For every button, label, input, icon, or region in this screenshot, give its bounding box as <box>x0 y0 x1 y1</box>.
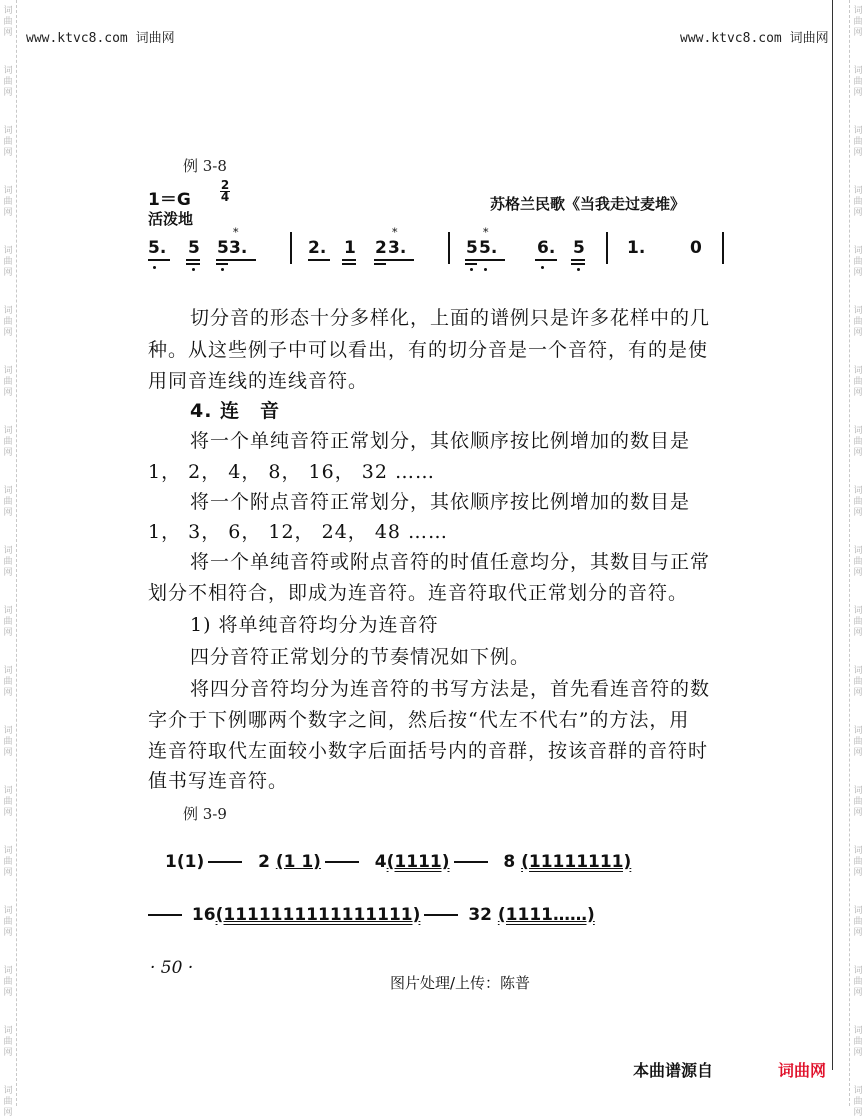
side-watermark-text: 词 曲 网 <box>3 186 13 218</box>
low-octave-dot <box>221 268 224 271</box>
bar-line <box>606 232 608 264</box>
side-watermark-text: 词 曲 网 <box>853 786 863 818</box>
paragraph-line: 将一个单纯音符或附点音符的时值任意均分，其数目与正常 <box>190 551 711 573</box>
tuplet-row-1: 1(1) 2 (1 1) 4(1111) 8 (11111111) <box>165 852 632 872</box>
note: 2 <box>375 238 387 258</box>
side-watermark-text: 词 曲 网 <box>853 366 863 398</box>
header-url-left: www.ktvc8.com 词曲网 <box>26 31 175 46</box>
note: 5 <box>466 238 478 258</box>
paragraph-line: 四分音符正常划分的节奏情况如下例。 <box>190 646 531 668</box>
source-site-link[interactable]: 词曲网 <box>778 1061 827 1080</box>
low-octave-dot <box>577 268 580 271</box>
note: 3. <box>388 238 407 258</box>
low-octave-dot <box>541 266 544 269</box>
beam <box>186 259 200 261</box>
low-octave-dot <box>192 268 195 271</box>
beam <box>374 259 414 261</box>
side-watermark-text: 词 曲 网 <box>3 306 13 338</box>
paragraph-line: 1， 2， 4， 8， 16， 32 …… <box>148 461 435 483</box>
side-watermark-text: 词 曲 网 <box>3 486 13 518</box>
bar-line <box>448 232 450 264</box>
side-watermark-text: 词 曲 网 <box>3 606 13 638</box>
side-watermark-text: 词 曲 网 <box>853 606 863 638</box>
side-watermark-text: 词 曲 网 <box>3 426 13 458</box>
note: 3. <box>229 238 248 258</box>
beam <box>308 259 330 261</box>
note: 5 <box>217 238 229 258</box>
side-watermark-text: 词 曲 网 <box>3 666 13 698</box>
side-watermark-text: 词 曲 网 <box>853 126 863 158</box>
note: 2. <box>308 238 327 258</box>
paragraph-line: 将一个单纯音符正常划分，其依顺序按比例增加的数目是 <box>190 430 691 452</box>
side-watermark-text: 词 曲 网 <box>3 846 13 878</box>
bar-line <box>290 232 292 264</box>
accent-mark: * <box>392 226 398 239</box>
beam <box>216 263 228 265</box>
paragraph-line: 切分音的形态十分多样化，上面的谱例只是许多花样中的几 <box>190 307 711 329</box>
side-watermark-text: 词 曲 网 <box>853 846 863 878</box>
note: 1. <box>627 238 646 258</box>
side-watermark-text: 词 曲 网 <box>3 66 13 98</box>
tuplet-row-2: 16(1111111111111111) 32 (1111……) <box>148 905 595 925</box>
side-watermark-text: 词 曲 网 <box>853 246 863 278</box>
right-watermark-strip <box>849 0 866 1118</box>
side-watermark-text: 词 曲 网 <box>3 366 13 398</box>
side-watermark-text: 词 曲 网 <box>3 1086 13 1118</box>
beam <box>465 259 505 261</box>
paragraph-line: 划分不相符合，即成为连音符。连音符取代正常划分的音符。 <box>148 582 689 604</box>
note: 1 <box>344 238 356 258</box>
side-watermark-text: 词 曲 网 <box>3 966 13 998</box>
upload-credit: 图片处理/上传：陈普 <box>390 974 531 992</box>
paragraph-line: 字介于下例哪两个数字之间，然后按“代左不代右”的方法，用 <box>148 709 690 731</box>
beam <box>148 259 170 261</box>
page-border <box>832 0 833 1070</box>
note: 0 <box>690 238 702 258</box>
song-source: 苏格兰民歌《当我走过麦堆》 <box>490 195 686 213</box>
beam <box>465 263 477 265</box>
paragraph-line: 种。从这些例子中可以看出，有的切分音是一个音符，有的是使 <box>148 339 709 361</box>
paragraph-line: 连音符取代左面较小数字后面括号内的音群，按该音群的音符时 <box>148 740 709 762</box>
paragraph-line: 用同音连线的连线音符。 <box>148 370 369 392</box>
beam <box>342 259 356 261</box>
tempo-marking: 活泼地 <box>148 210 194 228</box>
beam <box>342 263 356 265</box>
note: 5 <box>573 238 585 258</box>
low-octave-dot <box>153 266 156 269</box>
example-3-9-label: 例 3-9 <box>183 805 227 823</box>
paragraph-line: 将一个附点音符正常划分，其依顺序按比例增加的数目是 <box>190 491 691 513</box>
left-watermark-strip <box>0 0 17 1118</box>
side-watermark-text: 词 曲 网 <box>3 726 13 758</box>
beam <box>535 259 557 261</box>
beam <box>374 263 386 265</box>
note: 6. <box>537 238 556 258</box>
note: 5 <box>188 238 200 258</box>
note: 5. <box>479 238 498 258</box>
side-watermark-text: 词 曲 网 <box>853 426 863 458</box>
beam <box>571 259 585 261</box>
side-watermark-text: 词 曲 网 <box>3 906 13 938</box>
side-watermark-text: 词 曲 网 <box>853 1086 863 1118</box>
side-watermark-text: 词 曲 网 <box>3 1026 13 1058</box>
page-number: · 50 · <box>150 958 194 978</box>
beam <box>216 259 256 261</box>
side-watermark-text: 词 曲 网 <box>853 186 863 218</box>
side-watermark-text: 词 曲 网 <box>853 966 863 998</box>
low-octave-dot <box>484 268 487 271</box>
side-watermark-text: 词 曲 网 <box>3 786 13 818</box>
paragraph-line: 1， 3， 6， 12， 24， 48 …… <box>148 521 449 543</box>
accent-mark: * <box>233 226 239 239</box>
beam <box>186 263 200 265</box>
side-watermark-text: 词 曲 网 <box>3 6 13 38</box>
key-signature: 1＝G <box>148 190 191 210</box>
side-watermark-text: 词 曲 网 <box>853 6 863 38</box>
source-label: 本曲谱源自 <box>633 1061 714 1080</box>
side-watermark-text: 词 曲 网 <box>3 546 13 578</box>
side-watermark-text: 词 曲 网 <box>853 666 863 698</box>
bar-line <box>722 232 724 264</box>
paragraph-line: 将四分音符均分为连音符的书写方法是，首先看连音符的数 <box>190 678 711 700</box>
side-watermark-text: 词 曲 网 <box>3 126 13 158</box>
side-watermark-text: 词 曲 网 <box>853 66 863 98</box>
time-signature: 2 4 <box>220 178 230 204</box>
example-3-8-label: 例 3-8 <box>183 157 227 175</box>
side-watermark-text: 词 曲 网 <box>853 1026 863 1058</box>
side-watermark-text: 词 曲 网 <box>853 486 863 518</box>
accent-mark: * <box>483 226 489 239</box>
side-watermark-text: 词 曲 网 <box>853 906 863 938</box>
side-watermark-text: 词 曲 网 <box>853 306 863 338</box>
side-watermark-text: 词 曲 网 <box>853 546 863 578</box>
low-octave-dot <box>470 268 473 271</box>
header-url-right: www.ktvc8.com 词曲网 <box>680 31 829 46</box>
paragraph-line: 1) 将单纯音符均分为连音符 <box>190 614 439 636</box>
side-watermark-text: 词 曲 网 <box>3 246 13 278</box>
section-heading: 4. 连 音 <box>190 400 281 422</box>
note: 5. <box>148 238 167 258</box>
beam <box>571 263 585 265</box>
paragraph-line: 值书写连音符。 <box>148 770 289 792</box>
side-watermark-text: 词 曲 网 <box>853 726 863 758</box>
